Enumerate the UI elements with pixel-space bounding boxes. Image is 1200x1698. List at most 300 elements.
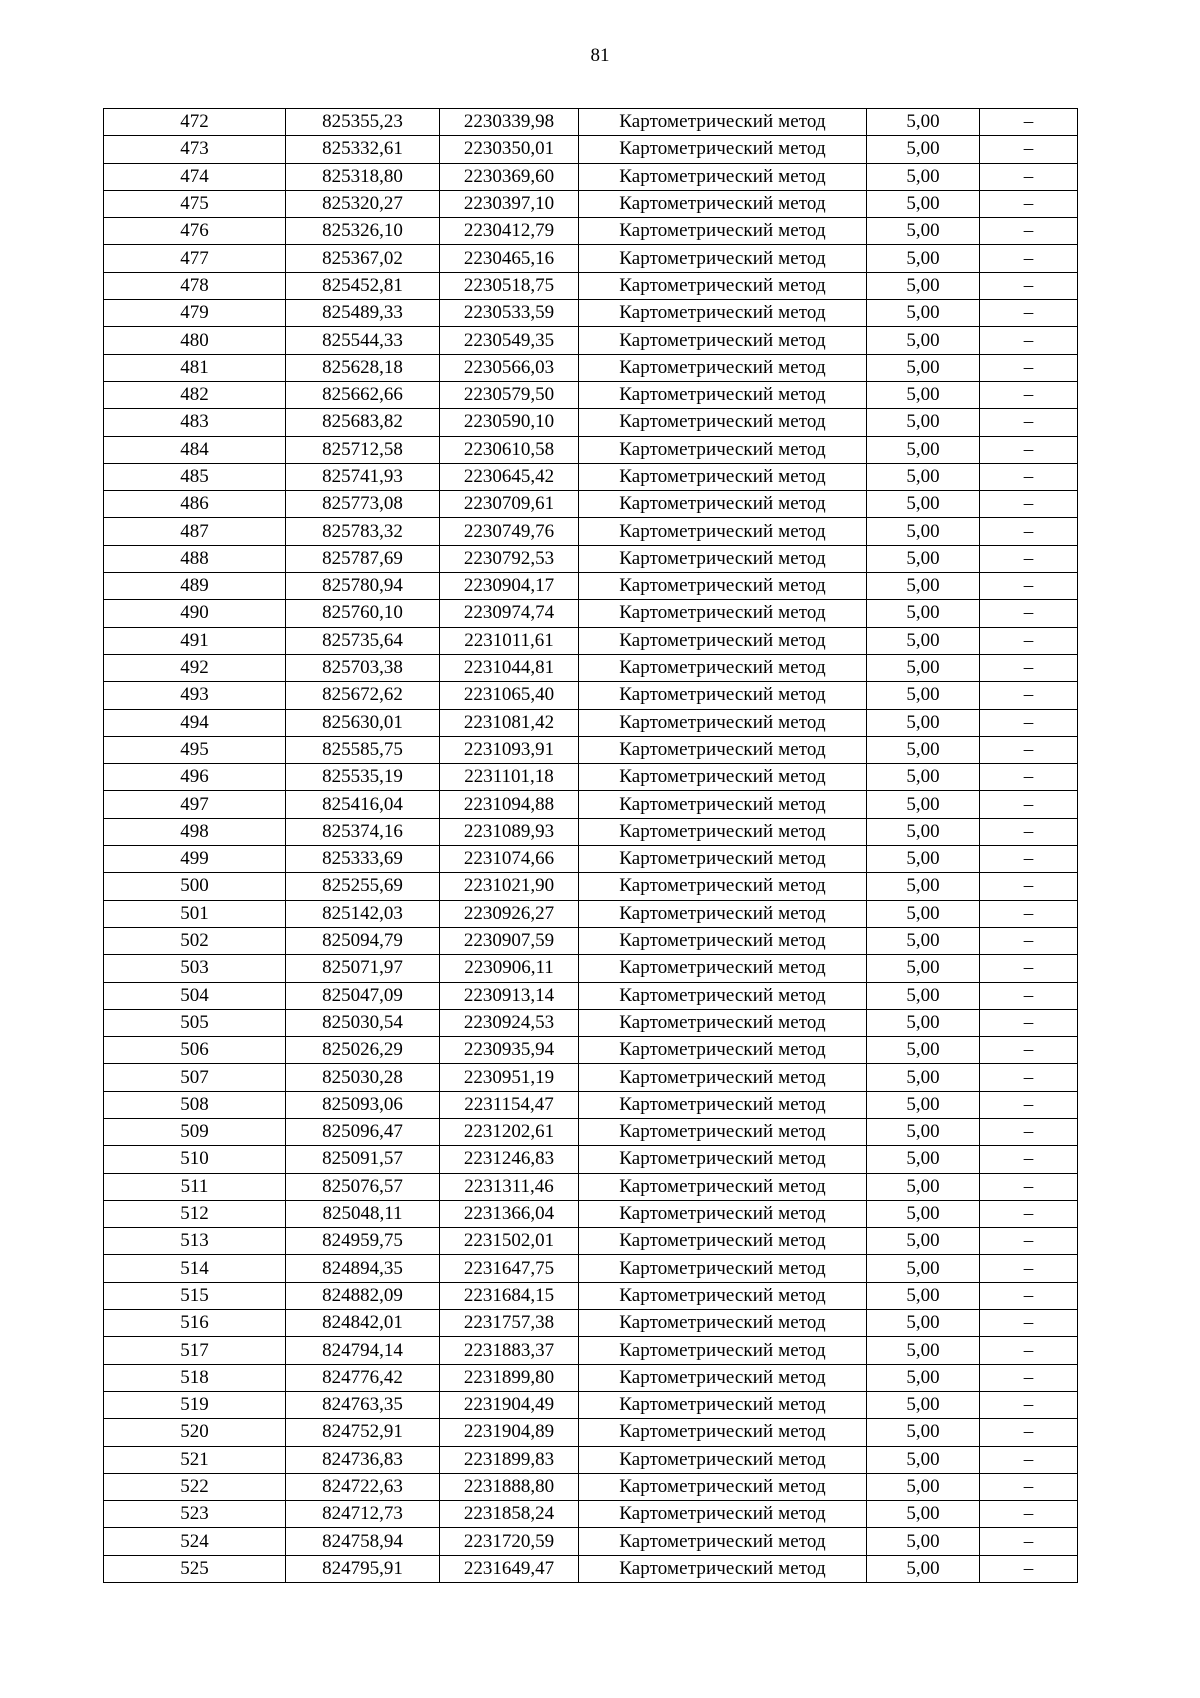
method-cell: Картометрический метод xyxy=(579,846,867,873)
y-coordinate-cell: 2230645,42 xyxy=(440,463,579,490)
y-coordinate-cell: 2231858,24 xyxy=(440,1501,579,1528)
method-cell: Картометрический метод xyxy=(579,109,867,136)
accuracy-cell: 5,00 xyxy=(867,982,980,1009)
y-coordinate-cell: 2230709,61 xyxy=(440,491,579,518)
table-row xyxy=(104,900,1078,927)
x-coordinate-cell: 825367,02 xyxy=(286,245,440,272)
x-coordinate-cell: 825760,10 xyxy=(286,600,440,627)
y-coordinate-cell: 2231094,88 xyxy=(440,791,579,818)
note-cell: – xyxy=(980,1555,1078,1582)
method-cell: Картометрический метод xyxy=(579,436,867,463)
accuracy-cell: 5,00 xyxy=(867,1146,980,1173)
y-coordinate-cell: 2231074,66 xyxy=(440,846,579,873)
table-row xyxy=(104,600,1078,627)
table-row xyxy=(104,463,1078,490)
note-cell: – xyxy=(980,354,1078,381)
x-coordinate-cell: 825585,75 xyxy=(286,736,440,763)
accuracy-cell: 5,00 xyxy=(867,327,980,354)
table-row xyxy=(104,982,1078,1009)
point-number-cell: 489 xyxy=(104,573,286,600)
x-coordinate-cell: 824736,83 xyxy=(286,1446,440,1473)
x-coordinate-cell: 824842,01 xyxy=(286,1310,440,1337)
accuracy-cell: 5,00 xyxy=(867,1501,980,1528)
table-row xyxy=(104,136,1078,163)
accuracy-cell: 5,00 xyxy=(867,873,980,900)
table-row xyxy=(104,927,1078,954)
y-coordinate-cell: 2230590,10 xyxy=(440,409,579,436)
y-coordinate-cell: 2230907,59 xyxy=(440,927,579,954)
point-number-cell: 520 xyxy=(104,1419,286,1446)
note-cell: – xyxy=(980,491,1078,518)
point-number-cell: 523 xyxy=(104,1501,286,1528)
accuracy-cell: 5,00 xyxy=(867,846,980,873)
point-number-cell: 498 xyxy=(104,818,286,845)
method-cell: Картометрический метод xyxy=(579,900,867,927)
point-number-cell: 517 xyxy=(104,1337,286,1364)
note-cell: – xyxy=(980,1419,1078,1446)
method-cell: Картометрический метод xyxy=(579,1391,867,1418)
y-coordinate-cell: 2231021,90 xyxy=(440,873,579,900)
point-number-cell: 503 xyxy=(104,955,286,982)
accuracy-cell: 5,00 xyxy=(867,1419,980,1446)
method-cell: Картометрический метод xyxy=(579,190,867,217)
point-number-cell: 480 xyxy=(104,327,286,354)
table-row xyxy=(104,1200,1078,1227)
accuracy-cell: 5,00 xyxy=(867,573,980,600)
note-cell: – xyxy=(980,627,1078,654)
y-coordinate-cell: 2230749,76 xyxy=(440,518,579,545)
table-row xyxy=(104,1555,1078,1582)
note-cell: – xyxy=(980,1064,1078,1091)
x-coordinate-cell: 825741,93 xyxy=(286,463,440,490)
note-cell: – xyxy=(980,709,1078,736)
y-coordinate-cell: 2230610,58 xyxy=(440,436,579,463)
method-cell: Картометрический метод xyxy=(579,573,867,600)
accuracy-cell: 5,00 xyxy=(867,272,980,299)
point-number-cell: 491 xyxy=(104,627,286,654)
point-number-cell: 494 xyxy=(104,709,286,736)
accuracy-cell: 5,00 xyxy=(867,190,980,217)
table-row xyxy=(104,1255,1078,1282)
point-number-cell: 497 xyxy=(104,791,286,818)
method-cell: Картометрический метод xyxy=(579,1255,867,1282)
note-cell: – xyxy=(980,300,1078,327)
y-coordinate-cell: 2231720,59 xyxy=(440,1528,579,1555)
point-number-cell: 486 xyxy=(104,491,286,518)
accuracy-cell: 5,00 xyxy=(867,463,980,490)
y-coordinate-cell: 2230549,35 xyxy=(440,327,579,354)
point-number-cell: 504 xyxy=(104,982,286,1009)
y-coordinate-cell: 2230904,17 xyxy=(440,573,579,600)
point-number-cell: 500 xyxy=(104,873,286,900)
point-number-cell: 492 xyxy=(104,654,286,681)
x-coordinate-cell: 825672,62 xyxy=(286,682,440,709)
point-number-cell: 493 xyxy=(104,682,286,709)
point-number-cell: 483 xyxy=(104,409,286,436)
y-coordinate-cell: 2231044,81 xyxy=(440,654,579,681)
method-cell: Картометрический метод xyxy=(579,1009,867,1036)
method-cell: Картометрический метод xyxy=(579,873,867,900)
accuracy-cell: 5,00 xyxy=(867,1200,980,1227)
note-cell: – xyxy=(980,190,1078,217)
point-number-cell: 505 xyxy=(104,1009,286,1036)
x-coordinate-cell: 825332,61 xyxy=(286,136,440,163)
x-coordinate-cell: 825452,81 xyxy=(286,272,440,299)
table-row xyxy=(104,736,1078,763)
accuracy-cell: 5,00 xyxy=(867,1473,980,1500)
method-cell: Картометрический метод xyxy=(579,1528,867,1555)
x-coordinate-cell: 825030,54 xyxy=(286,1009,440,1036)
point-number-cell: 495 xyxy=(104,736,286,763)
accuracy-cell: 5,00 xyxy=(867,1364,980,1391)
accuracy-cell: 5,00 xyxy=(867,1009,980,1036)
note-cell: – xyxy=(980,218,1078,245)
y-coordinate-cell: 2230397,10 xyxy=(440,190,579,217)
x-coordinate-cell: 825047,09 xyxy=(286,982,440,1009)
accuracy-cell: 5,00 xyxy=(867,1391,980,1418)
x-coordinate-cell: 824795,91 xyxy=(286,1555,440,1582)
table-row xyxy=(104,846,1078,873)
y-coordinate-cell: 2230579,50 xyxy=(440,381,579,408)
accuracy-cell: 5,00 xyxy=(867,1228,980,1255)
note-cell: – xyxy=(980,545,1078,572)
table-row xyxy=(104,1310,1078,1337)
note-cell: – xyxy=(980,1118,1078,1145)
x-coordinate-cell: 825026,29 xyxy=(286,1037,440,1064)
accuracy-cell: 5,00 xyxy=(867,1310,980,1337)
accuracy-cell: 5,00 xyxy=(867,1091,980,1118)
y-coordinate-cell: 2230369,60 xyxy=(440,163,579,190)
note-cell: – xyxy=(980,873,1078,900)
note-cell: – xyxy=(980,109,1078,136)
accuracy-cell: 5,00 xyxy=(867,491,980,518)
note-cell: – xyxy=(980,791,1078,818)
y-coordinate-cell: 2231089,93 xyxy=(440,818,579,845)
note-cell: – xyxy=(980,136,1078,163)
point-number-cell: 487 xyxy=(104,518,286,545)
table-row xyxy=(104,654,1078,681)
table-row xyxy=(104,1091,1078,1118)
point-number-cell: 481 xyxy=(104,354,286,381)
table-row xyxy=(104,518,1078,545)
accuracy-cell: 5,00 xyxy=(867,736,980,763)
note-cell: – xyxy=(980,1337,1078,1364)
point-number-cell: 519 xyxy=(104,1391,286,1418)
table-row xyxy=(104,1501,1078,1528)
table-row xyxy=(104,545,1078,572)
x-coordinate-cell: 825544,33 xyxy=(286,327,440,354)
accuracy-cell: 5,00 xyxy=(867,709,980,736)
accuracy-cell: 5,00 xyxy=(867,354,980,381)
x-coordinate-cell: 824712,73 xyxy=(286,1501,440,1528)
point-number-cell: 485 xyxy=(104,463,286,490)
x-coordinate-cell: 825071,97 xyxy=(286,955,440,982)
page-number: 81 xyxy=(590,45,610,66)
y-coordinate-cell: 2231647,75 xyxy=(440,1255,579,1282)
accuracy-cell: 5,00 xyxy=(867,791,980,818)
method-cell: Картометрический метод xyxy=(579,354,867,381)
point-number-cell: 506 xyxy=(104,1037,286,1064)
note-cell: – xyxy=(980,1310,1078,1337)
point-number-cell: 478 xyxy=(104,272,286,299)
x-coordinate-cell: 825535,19 xyxy=(286,764,440,791)
point-number-cell: 513 xyxy=(104,1228,286,1255)
method-cell: Картометрический метод xyxy=(579,1310,867,1337)
accuracy-cell: 5,00 xyxy=(867,518,980,545)
note-cell: – xyxy=(980,1446,1078,1473)
note-cell: – xyxy=(980,327,1078,354)
note-cell: – xyxy=(980,927,1078,954)
point-number-cell: 515 xyxy=(104,1282,286,1309)
table-row xyxy=(104,1282,1078,1309)
point-number-cell: 514 xyxy=(104,1255,286,1282)
method-cell: Картометрический метод xyxy=(579,955,867,982)
table-row xyxy=(104,1337,1078,1364)
note-cell: – xyxy=(980,1391,1078,1418)
method-cell: Картометрический метод xyxy=(579,627,867,654)
table-row xyxy=(104,1037,1078,1064)
accuracy-cell: 5,00 xyxy=(867,927,980,954)
note-cell: – xyxy=(980,1282,1078,1309)
method-cell: Картометрический метод xyxy=(579,463,867,490)
y-coordinate-cell: 2231093,91 xyxy=(440,736,579,763)
method-cell: Картометрический метод xyxy=(579,818,867,845)
accuracy-cell: 5,00 xyxy=(867,1037,980,1064)
note-cell: – xyxy=(980,955,1078,982)
accuracy-cell: 5,00 xyxy=(867,654,980,681)
table-row xyxy=(104,873,1078,900)
method-cell: Картометрический метод xyxy=(579,791,867,818)
x-coordinate-cell: 825628,18 xyxy=(286,354,440,381)
point-number-cell: 507 xyxy=(104,1064,286,1091)
table-row xyxy=(104,381,1078,408)
x-coordinate-cell: 825333,69 xyxy=(286,846,440,873)
point-number-cell: 477 xyxy=(104,245,286,272)
accuracy-cell: 5,00 xyxy=(867,109,980,136)
x-coordinate-cell: 825787,69 xyxy=(286,545,440,572)
x-coordinate-cell: 825735,64 xyxy=(286,627,440,654)
note-cell: – xyxy=(980,1091,1078,1118)
y-coordinate-cell: 2230412,79 xyxy=(440,218,579,245)
note-cell: – xyxy=(980,1528,1078,1555)
note-cell: – xyxy=(980,600,1078,627)
method-cell: Картометрический метод xyxy=(579,245,867,272)
point-number-cell: 473 xyxy=(104,136,286,163)
note-cell: – xyxy=(980,409,1078,436)
method-cell: Картометрический метод xyxy=(579,327,867,354)
accuracy-cell: 5,00 xyxy=(867,245,980,272)
x-coordinate-cell: 825780,94 xyxy=(286,573,440,600)
x-coordinate-cell: 824752,91 xyxy=(286,1419,440,1446)
table-row xyxy=(104,218,1078,245)
y-coordinate-cell: 2231883,37 xyxy=(440,1337,579,1364)
method-cell: Картометрический метод xyxy=(579,927,867,954)
note-cell: – xyxy=(980,381,1078,408)
note-cell: – xyxy=(980,1501,1078,1528)
y-coordinate-cell: 2230792,53 xyxy=(440,545,579,572)
note-cell: – xyxy=(980,736,1078,763)
method-cell: Картометрический метод xyxy=(579,1501,867,1528)
note-cell: – xyxy=(980,573,1078,600)
point-number-cell: 521 xyxy=(104,1446,286,1473)
method-cell: Картометрический метод xyxy=(579,1473,867,1500)
table-row xyxy=(104,1419,1078,1446)
x-coordinate-cell: 825355,23 xyxy=(286,109,440,136)
method-cell: Картометрический метод xyxy=(579,163,867,190)
y-coordinate-cell: 2230951,19 xyxy=(440,1064,579,1091)
y-coordinate-cell: 2230339,98 xyxy=(440,109,579,136)
y-coordinate-cell: 2231246,83 xyxy=(440,1146,579,1173)
point-number-cell: 511 xyxy=(104,1173,286,1200)
accuracy-cell: 5,00 xyxy=(867,1528,980,1555)
x-coordinate-cell: 825030,28 xyxy=(286,1064,440,1091)
note-cell: – xyxy=(980,900,1078,927)
table-row xyxy=(104,327,1078,354)
point-number-cell: 479 xyxy=(104,300,286,327)
note-cell: – xyxy=(980,1037,1078,1064)
point-number-cell: 524 xyxy=(104,1528,286,1555)
table-row xyxy=(104,573,1078,600)
accuracy-cell: 5,00 xyxy=(867,1555,980,1582)
x-coordinate-cell: 825048,11 xyxy=(286,1200,440,1227)
note-cell: – xyxy=(980,654,1078,681)
method-cell: Картометрический метод xyxy=(579,1118,867,1145)
point-number-cell: 474 xyxy=(104,163,286,190)
table-row xyxy=(104,1446,1078,1473)
table-row xyxy=(104,818,1078,845)
table-row xyxy=(104,709,1078,736)
method-cell: Картометрический метод xyxy=(579,1173,867,1200)
method-cell: Картометрический метод xyxy=(579,1555,867,1582)
note-cell: – xyxy=(980,1009,1078,1036)
y-coordinate-cell: 2230924,53 xyxy=(440,1009,579,1036)
x-coordinate-cell: 825318,80 xyxy=(286,163,440,190)
method-cell: Картометрический метод xyxy=(579,272,867,299)
method-cell: Картометрический метод xyxy=(579,218,867,245)
method-cell: Картометрический метод xyxy=(579,1337,867,1364)
table-row xyxy=(104,245,1078,272)
x-coordinate-cell: 824763,35 xyxy=(286,1391,440,1418)
point-number-cell: 502 xyxy=(104,927,286,954)
y-coordinate-cell: 2231154,47 xyxy=(440,1091,579,1118)
accuracy-cell: 5,00 xyxy=(867,1173,980,1200)
point-number-cell: 499 xyxy=(104,846,286,873)
method-cell: Картометрический метод xyxy=(579,518,867,545)
x-coordinate-cell: 824882,09 xyxy=(286,1282,440,1309)
table-row xyxy=(104,1364,1078,1391)
table-row xyxy=(104,1173,1078,1200)
method-cell: Картометрический метод xyxy=(579,1282,867,1309)
point-number-cell: 512 xyxy=(104,1200,286,1227)
point-number-cell: 476 xyxy=(104,218,286,245)
x-coordinate-cell: 824959,75 xyxy=(286,1228,440,1255)
table-row xyxy=(104,764,1078,791)
method-cell: Картометрический метод xyxy=(579,982,867,1009)
accuracy-cell: 5,00 xyxy=(867,600,980,627)
x-coordinate-cell: 825489,33 xyxy=(286,300,440,327)
note-cell: – xyxy=(980,272,1078,299)
y-coordinate-cell: 2231311,46 xyxy=(440,1173,579,1200)
note-cell: – xyxy=(980,463,1078,490)
note-cell: – xyxy=(980,818,1078,845)
method-cell: Картометрический метод xyxy=(579,654,867,681)
note-cell: – xyxy=(980,846,1078,873)
y-coordinate-cell: 2231899,80 xyxy=(440,1364,579,1391)
y-coordinate-cell: 2230465,16 xyxy=(440,245,579,272)
method-cell: Картометрический метод xyxy=(579,764,867,791)
accuracy-cell: 5,00 xyxy=(867,764,980,791)
table-row xyxy=(104,491,1078,518)
table-row xyxy=(104,163,1078,190)
point-number-cell: 508 xyxy=(104,1091,286,1118)
method-cell: Картометрический метод xyxy=(579,1146,867,1173)
y-coordinate-cell: 2231502,01 xyxy=(440,1228,579,1255)
method-cell: Картометрический метод xyxy=(579,1419,867,1446)
table-row xyxy=(104,409,1078,436)
x-coordinate-cell: 824722,63 xyxy=(286,1473,440,1500)
table-row xyxy=(104,1473,1078,1500)
method-cell: Картометрический метод xyxy=(579,545,867,572)
table-row xyxy=(104,109,1078,136)
y-coordinate-cell: 2230518,75 xyxy=(440,272,579,299)
x-coordinate-cell: 824894,35 xyxy=(286,1255,440,1282)
y-coordinate-cell: 2231366,04 xyxy=(440,1200,579,1227)
x-coordinate-cell: 825773,08 xyxy=(286,491,440,518)
note-cell: – xyxy=(980,436,1078,463)
note-cell: – xyxy=(980,1255,1078,1282)
accuracy-cell: 5,00 xyxy=(867,955,980,982)
coordinates-table xyxy=(103,108,1078,1583)
coordinates-table-body xyxy=(104,109,1078,1583)
y-coordinate-cell: 2231899,83 xyxy=(440,1446,579,1473)
note-cell: – xyxy=(980,1200,1078,1227)
y-coordinate-cell: 2230350,01 xyxy=(440,136,579,163)
point-number-cell: 509 xyxy=(104,1118,286,1145)
table-row xyxy=(104,1228,1078,1255)
y-coordinate-cell: 2230566,03 xyxy=(440,354,579,381)
point-number-cell: 516 xyxy=(104,1310,286,1337)
method-cell: Картометрический метод xyxy=(579,136,867,163)
x-coordinate-cell: 824794,14 xyxy=(286,1337,440,1364)
accuracy-cell: 5,00 xyxy=(867,1255,980,1282)
point-number-cell: 482 xyxy=(104,381,286,408)
y-coordinate-cell: 2231101,18 xyxy=(440,764,579,791)
table-row xyxy=(104,1391,1078,1418)
x-coordinate-cell: 825076,57 xyxy=(286,1173,440,1200)
table-row xyxy=(104,682,1078,709)
x-coordinate-cell: 824776,42 xyxy=(286,1364,440,1391)
y-coordinate-cell: 2230906,11 xyxy=(440,955,579,982)
method-cell: Картометрический метод xyxy=(579,381,867,408)
table-row xyxy=(104,436,1078,463)
accuracy-cell: 5,00 xyxy=(867,163,980,190)
method-cell: Картометрический метод xyxy=(579,1037,867,1064)
x-coordinate-cell: 825630,01 xyxy=(286,709,440,736)
accuracy-cell: 5,00 xyxy=(867,136,980,163)
note-cell: – xyxy=(980,1473,1078,1500)
x-coordinate-cell: 825712,58 xyxy=(286,436,440,463)
accuracy-cell: 5,00 xyxy=(867,409,980,436)
note-cell: – xyxy=(980,764,1078,791)
y-coordinate-cell: 2231011,61 xyxy=(440,627,579,654)
point-number-cell: 484 xyxy=(104,436,286,463)
y-coordinate-cell: 2231065,40 xyxy=(440,682,579,709)
method-cell: Картометрический метод xyxy=(579,1200,867,1227)
method-cell: Картометрический метод xyxy=(579,736,867,763)
x-coordinate-cell: 825662,66 xyxy=(286,381,440,408)
point-number-cell: 490 xyxy=(104,600,286,627)
accuracy-cell: 5,00 xyxy=(867,1446,980,1473)
